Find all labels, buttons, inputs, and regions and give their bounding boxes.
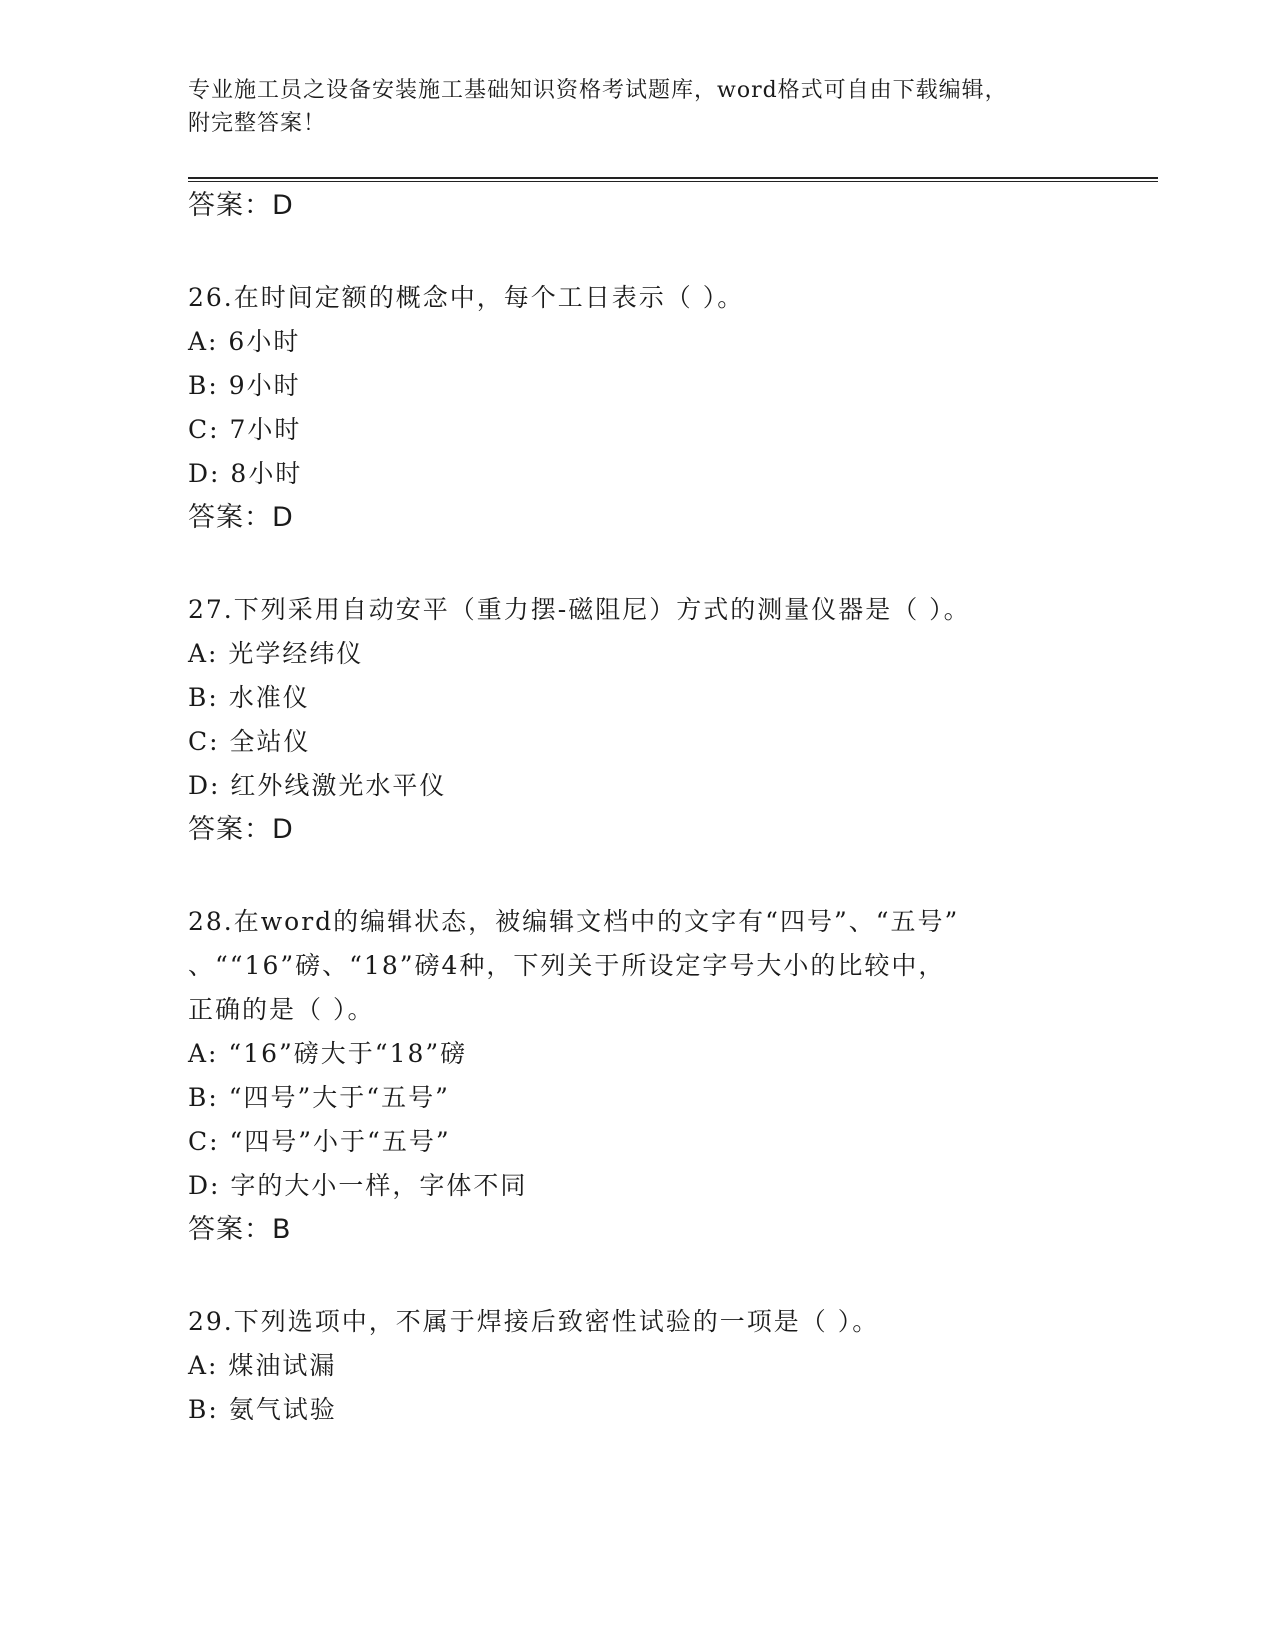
question-26-option-b: B: 9小时	[188, 371, 301, 400]
question-26-option-a: A: 6小时	[188, 327, 301, 356]
header-divider	[188, 177, 1158, 179]
question-29-option-b: B: 氨气试验	[188, 1395, 337, 1424]
question-28-option-b: B: “四号”大于“五号”	[188, 1083, 450, 1112]
question-28-option-c: C: “四号”小于“五号”	[188, 1127, 451, 1156]
question-27-answer: 答案：D	[188, 814, 294, 845]
question-28-stem-line-2: 、““16”磅、“18”磅4种，下列关于所设定字号大小的比较中，	[188, 951, 946, 980]
question-26-answer: 答案：D	[188, 502, 294, 533]
question-27-stem: 27.下列采用自动安平（重力摆-磁阻尼）方式的测量仪器是（ ）。	[188, 595, 971, 624]
question-28-option-d: D: 字的大小一样，字体不同	[188, 1171, 528, 1200]
question-26-option-c: C: 7小时	[188, 415, 302, 444]
question-29-option-a: A: 煤油试漏	[188, 1351, 337, 1380]
question-28-stem-line-3: 正确的是（ ）。	[188, 995, 375, 1024]
document-header	[188, 74, 1068, 140]
header-title-line-2: 附完整答案！	[188, 111, 327, 136]
question-27-option-d: D: 红外线激光水平仪	[188, 771, 447, 800]
prev-question-answer: 答案：D	[188, 190, 294, 221]
question-26-option-d: D: 8小时	[188, 459, 303, 488]
question-28-stem-line-1: 28.在word的编辑状态，被编辑文档中的文字有“四号”、“五号”	[188, 907, 960, 936]
question-27-option-a: A: 光学经纬仪	[188, 639, 364, 668]
header-divider-thin	[188, 181, 1158, 182]
header-title-line-1: 专业施工员之设备安装施工基础知识资格考试题库，word格式可自由下载编辑，	[188, 78, 1008, 103]
question-27-option-c: C: 全站仪	[188, 727, 311, 756]
question-27-option-b: B: 水准仪	[188, 683, 310, 712]
question-29-stem: 29.下列选项中，不属于焊接后致密性试验的一项是（ ）。	[188, 1307, 880, 1336]
question-28-answer: 答案：B	[188, 1214, 292, 1245]
question-28-option-a: A: “16”磅大于“18”磅	[188, 1039, 468, 1068]
question-26-stem: 26.在时间定额的概念中，每个工日表示（ ）。	[188, 283, 745, 312]
